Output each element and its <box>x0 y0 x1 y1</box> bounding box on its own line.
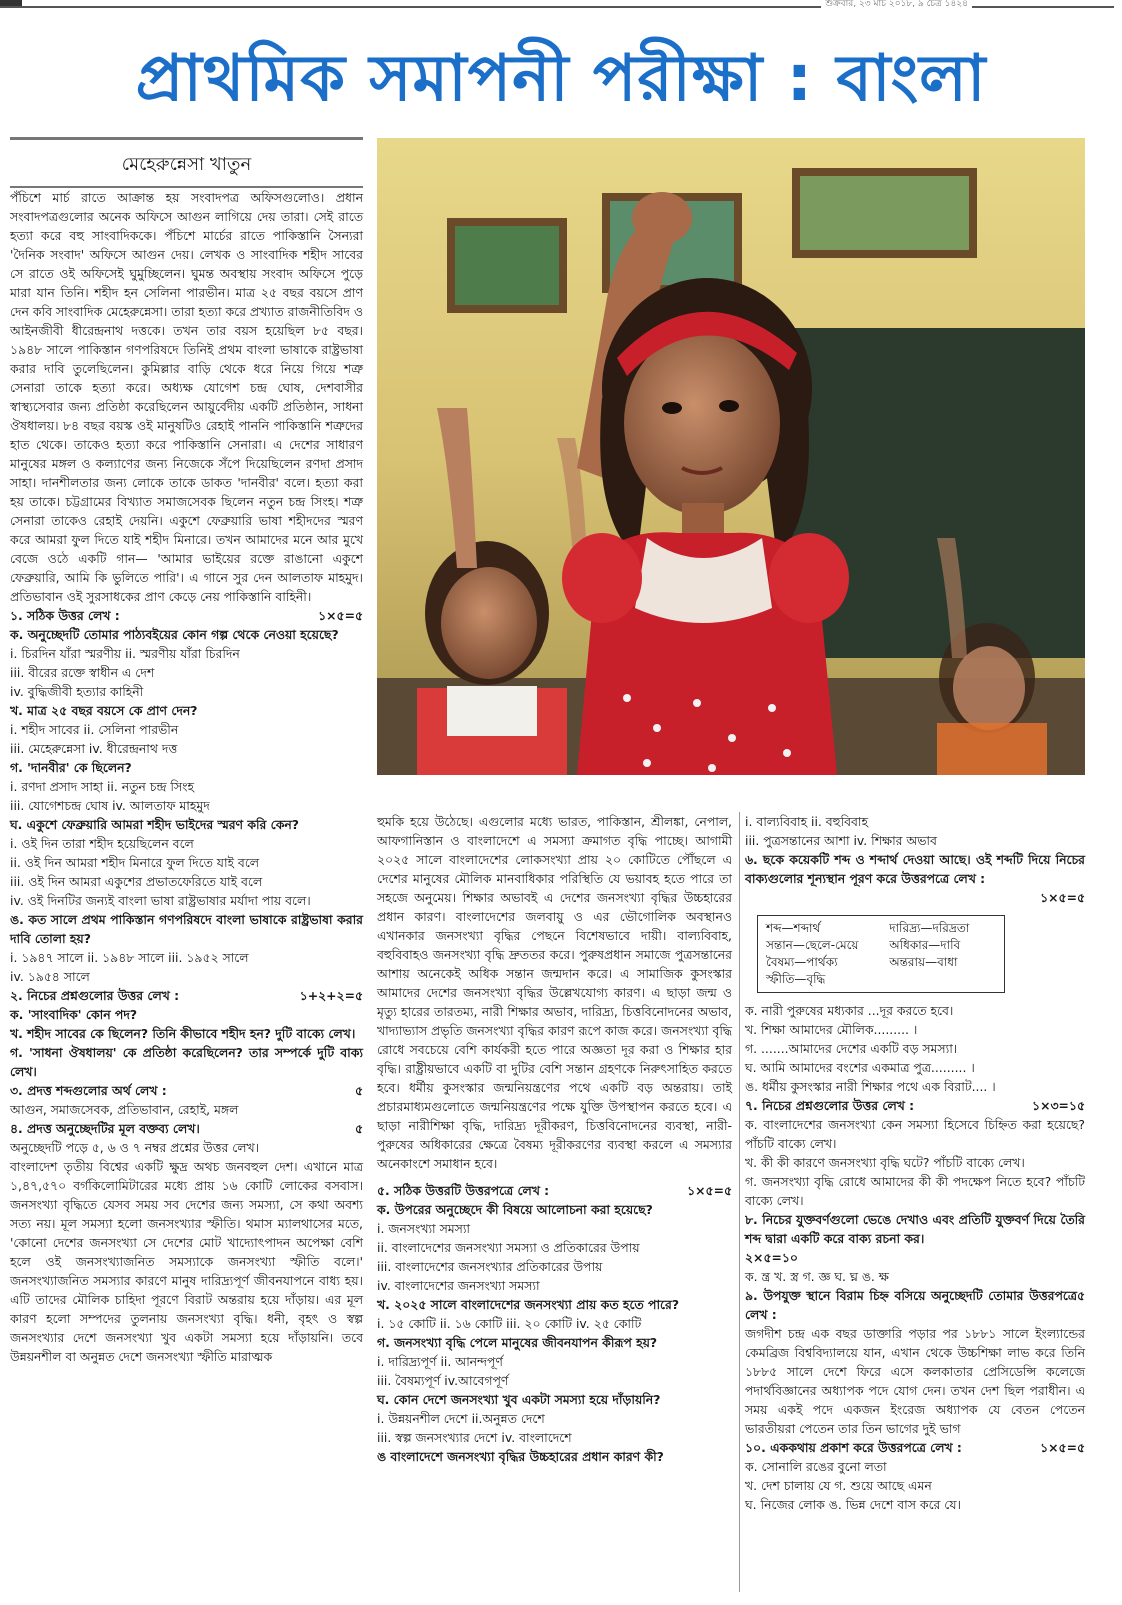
word-pair: দারিদ্র্য—দরিদ্রতা <box>889 921 970 935</box>
q1d-opt-2: ii. ওই দিন আমরা শহীদ মিনারে ফুল দিতে যাই বলে <box>10 855 260 870</box>
q2-heading <box>10 986 363 1005</box>
q5b-opt-1: i. ১৫ কোটি ii. ১৬ কোটি iii. ২০ কোটি iv. ২৫ কোটি <box>377 1316 642 1331</box>
q5-marks: ১×৫=৫ <box>687 1183 732 1198</box>
q5a-opt-1: i. জনসংখ্যা সমস্যা <box>377 1221 471 1236</box>
q8-marks: ২×৫=১০ <box>745 1250 798 1265</box>
passage-2-continued: হুমকি হয়ে উঠেছে। এগুলোর মধ্যে ভারত, পাকিস্তান, শ্রীলঙ্কা, নেপাল, আফগানিস্তান ও বাংলাদেশে এ সমস্যা ক্রমাগত বৃদ্ধি পাচ্ছে। আগামী ২০২৫ সালে বাংলাদেশের লোকসংখ্যা প্রায় ২০ কোটিতে পৌঁছলে এ দেশের মানুষের মৌলিক মানবাধিকার পরিস্থিতি যে ভয়াবহ হতে পারে তা সহজে অনুমেয়। শিক্ষার অভাবই এ দেশের জনসংখ্যা বৃদ্ধির উচ্চহারের প্রধান কারণ। বাংলাদেশের জলবায়ু ও এর ভৌগোলিক অবস্থানও এখানকার জনসংখ্যা বৃদ্ধির পেছনে বিশেষভাবে দায়ী। বাল্যবিবাহ, বহুবিবাহও জনসংখ্যা বৃদ্ধি দ্রুততর করে। পুরুষপ্রধান সমাজে পুত্রসন্তানের আশায় অনেকেই অধিক সন্তান জন্মদান করে। এ সামাজিক কুসংস্কার আমাদের দেশের জনসংখ্যা বৃদ্ধির উল্লেখযোগ্য কারণ। এ ছাড়া জন্ম ও মৃত্যু হারের তারতম্য, নারী শিক্ষার অভাব, দারিদ্র্য, চিত্তবিনোদনের অভাব, খাদ্যাভ্যাস প্রভৃতি জনসংখ্যা বৃদ্ধির কারণ রূপে কাজ করে। জনসংখ্যা বৃদ্ধি রোধে সবচেয়ে বেশি কার্যকরী হতে পারে অজ্ঞতা দূর করা ও শিক্ষার হার বৃদ্ধি। রাষ্ট্রীয়ভাবে একটি বা দুটির বেশি সন্তান গ্রহণকে নিরুৎসাহিত করতে হবে। ধর্মীয় কুসংস্কার জন্মনিয়ন্ত্রণের পথে একটি বড় অন্তরায়। তাই প্রচারমাধ্যমগুলোতে জন্মনিয়ন্ত্রণের পক্ষে যুক্তি উপস্থাপন করতে হবে। এ ছাড়া নারীশিক্ষা বৃদ্ধি, দারিদ্র্য দূরীকরণ, চিত্তবিনোদনের ব্যবস্থা, নারী-পুরুষের অধিকারের ক্ষেত্রে বৈষম্য দূরীকরণের ব্যবস্থা করলে এ সমস্যার অনেকাংশে সমাধান হবে। <box>377 814 732 1171</box>
q5a: ক. উপরের অনুচ্ছেদে কী বিষয়ে আলোচনা করা হয়েছে? <box>377 1202 653 1217</box>
word-pair: বৈষম্য—পার্থক্য <box>766 955 838 969</box>
q5d: ঘ. কোন দেশে জনসংখ্যা খুব একটা সমস্যা হয়ে দাঁড়ায়নি? <box>377 1392 661 1407</box>
word-pair <box>889 971 996 988</box>
q2c: গ. 'সাধনা ঔষধালয়' কে প্রতিষ্ঠা করেছিলেন? তার সম্পর্কে দুটি বাক্য লেখ। <box>10 1045 363 1079</box>
column-3 <box>745 812 1085 1514</box>
q3-heading <box>10 1081 363 1100</box>
q10-heading <box>745 1438 1085 1457</box>
q7-title: ৭. নিচের প্রশ্নগুলোর উত্তর লেখ : <box>745 1098 915 1113</box>
q4-heading <box>10 1119 363 1138</box>
q2-title: ২. নিচের প্রশ্নগুলোর উত্তর লেখ : <box>10 988 180 1003</box>
q1e: ঙ. কত সালে প্রথম পাকিস্তান গণপরিষদে বাংলা ভাষাকে রাষ্ট্রভাষা করার দাবি তোলা হয়? <box>10 912 363 946</box>
masthead-rule <box>0 0 1122 14</box>
q7-heading <box>745 1096 1085 1115</box>
q5b: খ. ২০২৫ সালে বাংলাদেশের জনসংখ্যা প্রায় কত হতে পারে? <box>377 1297 680 1312</box>
q3-title: ৩. প্রদত্ত শব্দগুলোর অর্থ লেখ : <box>10 1083 167 1098</box>
word-pair: সন্তান—ছেলে-মেয়ে <box>766 938 859 952</box>
q6-marks: ১×৫=৫ <box>1040 890 1085 905</box>
q1a-opt-1: i. চিরদিন যাঁরা স্মরণীয় ii. স্মরণীয় যাঁরা চিরদিন <box>10 646 240 661</box>
q6a: ক. নারী পুরুষের মধ্যকার ...দূর করতে হবে। <box>745 1003 954 1018</box>
q3-words: আগুন, সমাজসেবক, প্রতিভাবান, রেহাই, মঙ্গল <box>10 1102 239 1117</box>
q2-marks: ১+২+২=৫ <box>299 988 363 1003</box>
q1d-opt-1: i. ওই দিন তারা শহীদ হয়েছিলেন বলে <box>10 836 194 851</box>
q5a-opt-3: iii. বাংলাদেশের জনসংখ্যার প্রতিকারের উপায় <box>377 1259 603 1274</box>
q1c-opt-2: iii. যোগেশচন্দ্র ঘোষ iv. আলতাফ মাহমুদ <box>10 798 210 813</box>
q7-marks: ১×৩=১৫ <box>1032 1098 1085 1113</box>
page-headline: প্রাথমিক সমাপনী পরীক্ষা : বাংলা <box>135 42 987 116</box>
q1e-opt-2: iv. ১৯৫৪ সালে <box>10 969 90 984</box>
q1-marks: ১×৫=৫ <box>318 608 363 623</box>
word-meaning-table <box>766 920 996 988</box>
passage-1: পঁচিশে মার্চ রাতে আক্রান্ত হয় সংবাদপত্র অফিসগুলোও। প্রধান সংবাদপত্রগুলোর অনেক অফিসে আগুন লাগিয়ে দেয় তারা। সেই রাতে হত্যা করে বহু সাংবাদিককে। পঁচিশে মার্চের রাতে পাকিস্তানি সৈন্যরা 'দৈনিক সংবাদ' অফিসে আগুন দেয়। লেখক ও সাংবাদিক শহীদ সাবের সে রাতে ওই অফিসেই ঘুমুচ্ছিলেন। ঘুমন্ত অবস্থায় সংবাদ অফিসে পুড়ে মারা যান তিনি। শহীদ হন সেলিনা পারভীন। মাত্র ২৫ বছর বয়সে প্রাণ দেন কবি সাংবাদিক মেহেরুন্নেসা। তারা হত্যা করে প্রখ্যাত রাজনীতিবিদ ও আইনজীবী ধীরেন্দ্রনাথ দত্তকে। তখন তার বয়স হয়েছিল ৮৫ বছর। ১৯৪৮ সালে পাকিস্তান গণপরিষদে তিনিই প্রথম বাংলা ভাষাকে রাষ্ট্রভাষা করার দাবি তুলেছিলেন। কুমিল্লার বাড়ি থেকে ধরে নিয়ে গিয়ে শত্রু সেনারা তাকে হত্যা করে। অধ্যক্ষ যোগেশ চন্দ্র ঘোষ, দেশবাসীর স্বাস্থ্যসেবার জন্য প্রতিষ্ঠা করেছিলেন আয়ুর্বেদীয় একটি প্রতিষ্ঠান, সাধনা ঔষধালয়। ৮৪ বছর বয়স্ক ওই মানুষটিও রেহাই পাননি পাকিস্তানি শত্রুদের হাত থেকে। তাকেও হত্যা করে পাকিস্তানি সেনারা। এ দেশের সাধারণ মানুষের মঙ্গল ও কল্যাণের জন্য নিজেকে সঁপে দিয়েছিলেন রণদা প্রসাদ সাহা। দানশীলতার জন্য লোকে তাকে ডাকত 'দানবীর' বলে। হত্যা করা হয় তাকে। চট্টগ্রামের বিখ্যাত সমাজসেবক ছিলেন নতুন চন্দ্র সিংহ। শত্রু সেনারা তাকেও রেহাই দেয়নি। একুশে ফেব্রুয়ারি ভাষা শহীদদের স্মরণ করে আমরা ফুল দিতে যাই শহীদ মিনারে। তখন আমাদের মনে আর মুখে বেজে ওঠে একটি গান— 'আমার ভাইয়ের রক্তে রাঙানো একুশে ফেব্রুয়ারি, আমি কি ভুলিতে পারি'। এ গানে সুর দেন আলতাফ মাহমুদ। প্রতিভাবান ওই সুরসাধকের প্রাণ কেড়ে নেয় পাকিস্তানি বাহিনী। <box>10 190 363 604</box>
q1a-opt-2: iii. বীরের রক্তে স্বাধীন এ দেশ <box>10 665 155 680</box>
q7a: ক. বাংলাদেশের জনসংখ্যা কেন সমস্যা হিসেবে চিহ্নিত করা হয়েছে? পাঁচটি বাক্যে লেখ। <box>745 1117 1085 1151</box>
q10-marks: ১×৫=৫ <box>1040 1440 1085 1455</box>
q1c-opt-1: i. রণদা প্রসাদ সাহা ii. নতুন চন্দ্র সিংহ <box>10 779 194 794</box>
q5c-opt-2: iii. বৈষম্যপূর্ণ iv.আবেগপূর্ণ <box>377 1373 509 1388</box>
word-pair: স্ফীতি—বৃদ্ধি <box>766 972 826 986</box>
q10b: খ. দেশ চালায় যে গ. শুয়ে আছে এমন <box>745 1478 932 1493</box>
q6b: খ. শিক্ষা আমাদের মৌলিক......... । <box>745 1022 918 1037</box>
q1a-opt-3: iv. বুদ্ধিজীবী হত্যার কাহিনী <box>10 684 144 699</box>
byline: মেহেরুন্নেসা খাতুন <box>121 154 252 175</box>
q7c: গ. জনসংখ্যা বৃদ্ধি রোধে আমাদের কী কী পদক্ষেপ নিতে হবে? পাঁচটি বাক্যে লেখ। <box>745 1174 1085 1208</box>
date-line: শুক্রবার, ২৩ মার্চ ২০১৮, ৯ চৈত্র ১৪২৪ <box>821 0 972 11</box>
q5-title: ৫. সঠিক উত্তরটি উত্তরপত্রে লেখ : <box>377 1183 550 1198</box>
column-1 <box>10 188 363 1366</box>
q3-marks: ৫ <box>354 1083 363 1098</box>
q1d-opt-4: iv. ওই দিনটির জন্যই বাংলা ভাষা রাষ্ট্রভাষার মর্যাদা পায় বলে। <box>10 893 311 908</box>
q9-text: জগদীশ চন্দ্র এক বছর ডাক্তারি পড়ার পর ১৮৮১ সালে ইংল্যান্ডের কেমব্রিজ বিশ্ববিদ্যালয়ে যান, এখান থেকে উচ্চশিক্ষা লাভ করে তিনি ১৮৮৫ সালে দেশে ফিরে এসে কলকাতার প্রেসিডেন্সি কলেজে পদার্থবিজ্ঞানের অধ্যাপক পদে যোগ দেন। তখন দেশ ছিল পরাধীন। এ সময় একই পদে একজন ইংরেজ অধ্যাপক যে বেতন পেতেন ভারতীয়রা পেতেন তার তিন ভাগের দুই ভাগ <box>745 1326 1085 1436</box>
q4-instruction: অনুচ্ছেদটি পড়ে ৫, ৬ ও ৭ নম্বর প্রশ্নের উত্তর লেখ। <box>10 1140 260 1155</box>
classroom-photo <box>377 138 1085 775</box>
q8-title: ৮. নিচের যুক্তবর্ণগুলো ভেঙে দেখাও এবং প্রতিটি যুক্তবর্ণ দিয়ে তৈরি শব্দ দ্বারা একটি করে বাক্য রচনা কর। <box>745 1212 1085 1246</box>
q1b: খ. মাত্র ২৫ বছর বয়সে কে প্রাণ দেন? <box>10 703 198 718</box>
q9-title: ৯. উপযুক্ত স্থানে বিরাম চিহ্ন বসিয়ে অনুচ্ছেদটি তোমার উত্তরপত্রে লেখ : <box>745 1288 1077 1322</box>
q6c: গ. .......আমাদের দেশের একটি বড় সমস্যা। <box>745 1041 958 1056</box>
q6-title: ৬. ছকে কয়েকটি শব্দ ও শব্দার্থ দেওয়া আছে। ওই শব্দটি দিয়ে নিচের বাক্যগুলোর শূন্যস্থান পূরণ করে উত্তরপত্রে লেখ : <box>745 852 1085 886</box>
q1a: ক. অনুচ্ছেদটি তোমার পাঠ্যবইয়ের কোন গল্প থেকে নেওয়া হয়েছে? <box>10 627 339 642</box>
classroom-photo-illustration <box>377 138 1085 775</box>
q5d-opt-1: i. উন্নয়নশীল দেশে ii.অনুন্নত দেশে <box>377 1411 545 1426</box>
q5c: গ. জনসংখ্যা বৃদ্ধি পেলে মানুষের জীবনযাপন কীরূপ হয়? <box>377 1335 658 1350</box>
q6e: ঙ. ধর্মীয় কুসংস্কার নারী শিক্ষার পথে এক বিরাট.... । <box>745 1079 996 1094</box>
passage-2: বাংলাদেশ তৃতীয় বিশ্বের একটি ক্ষুদ্র অথচ জনবহুল দেশ। এখানে মাত্র ১,৪৭,৫৭০ বর্গকিলোমিটারের মধ্যে প্রায় ১৬ কোটি লোকের বসবাস। জনসংখ্যা বৃদ্ধিতে যেসব সময় সব দেশের জন্য সমস্যা, সে কথা অবশ্য সত্য নয়। মূল সমস্যা হলো জনসংখ্যার স্ফীতি। থমাস ম্যালথাসের মতে, 'কোনো দেশের জনসংখ্যা সে দেশের মোট খাদ্যোৎপাদন অপেক্ষা বেশি হলে ওই জনসংখ্যাজনিত সমস্যাকে জনসংখ্যা স্ফীতি বলে।' জনসংখ্যাজনিত সমস্যার কারণে মানুষ দারিদ্র্যপূর্ণ জীবনযাপনে বাধ্য হয়। এটি তাদের মৌলিক চাহিদা পূরণে বিরাট অন্তরায় হয়ে দাঁড়ায়। এর মূল কারণ হলো সম্পদের তুলনায় জনসংখ্যা বৃদ্ধি। ধনী, বৃহৎ ও স্বল্প জনসংখ্যার দেশে জনসংখ্যা খুব একটা সমস্যা হয়ে দাঁড়ায়নি। তবে উন্নয়নশীল বা অনুন্নত দেশে জনসংখ্যা স্ফীতি মারাত্মক <box>10 1159 363 1364</box>
column-2 <box>377 812 732 1466</box>
q7b: খ. কী কী কারণে জনসংখ্যা বৃদ্ধি ঘটে? পাঁচটি বাক্যে লেখ। <box>745 1155 1025 1170</box>
word-pair: অধিকার—দাবি <box>889 938 961 952</box>
q1e-opt-1: i. ১৯৪৭ সালে ii. ১৯৪৮ সালে iii. ১৯৫২ সালে <box>10 950 249 965</box>
q5c-opt-1: i. দারিদ্র্যপূর্ণ ii. আনন্দপূর্ণ <box>377 1354 503 1369</box>
q1b-opt-1: i. শহীদ সাবের ii. সেলিনা পারভীন <box>10 722 179 737</box>
q9-heading <box>745 1286 1085 1324</box>
word-meaning-box <box>757 915 1005 993</box>
q6d: ঘ. আমি আমাদের বংশের একমাত্র পুত্র......... । <box>745 1060 975 1075</box>
q5-heading <box>377 1181 732 1200</box>
q4-title: ৪. প্রদত্ত অনুচ্ছেদটির মূল বক্তব্য লেখ। <box>10 1121 200 1136</box>
q1-title: ১. সঠিক উত্তর লেখ : <box>10 608 120 623</box>
q2b: খ. শহীদ সাবের কে ছিলেন? তিনি কীভাবে শহীদ হন? দুটি বাক্যে লেখ। <box>10 1026 356 1041</box>
q5a-opt-4: iv. বাংলাদেশের জনসংখ্যা সমস্যা <box>377 1278 540 1293</box>
word-pair: অন্তরায়—বাধা <box>889 955 958 969</box>
q10c: ঘ. নিজের লোক ঙ. ভিন্ন দেশে বাস করে যে। <box>745 1497 961 1512</box>
q1c: গ. 'দানবীর' কে ছিলেন? <box>10 760 132 775</box>
q1d: ঘ. একুশে ফেব্রুয়ারি আমরা শহীদ ভাইদের স্মরণ করি কেন? <box>10 817 299 832</box>
q8-items: ক. ন্ত্র খ. স্ত্র গ. জ্ঞ ঘ. ঘ্ন ঙ. ক্ষ <box>745 1269 889 1284</box>
word-pair: শব্দ—শব্দার্থ <box>766 921 821 935</box>
q4-marks: ৫ <box>354 1121 363 1136</box>
q5e: ঙ বাংলাদেশে জনসংখ্যা বৃদ্ধির উচ্চহারের প্রধান কারণ কী? <box>377 1449 664 1464</box>
q10a: ক. সোনালি রঙের বুনো লতা <box>745 1459 887 1474</box>
q9-marks: ৫ <box>1076 1288 1085 1303</box>
q5e-opt-2: iii. পুত্রসন্তানের আশা iv. শিক্ষার অভাব <box>745 833 937 848</box>
q1-heading <box>10 606 363 625</box>
q10-title: ১০. এককথায় প্রকাশ করে উত্তরপত্রে লেখ : <box>745 1440 962 1455</box>
column-divider-2 <box>739 812 740 1592</box>
q1b-opt-2: iii. মেহেরুন্নেসা iv. ধীরেন্দ্রনাথ দত্ত <box>10 741 178 756</box>
q5e-opt-1: i. বাল্যবিবাহ ii. বহুবিবাহ <box>745 814 869 829</box>
q1d-opt-3: iii. ওই দিন আমরা একুশের প্রভাতফেরিতে যাই বলে <box>10 874 263 889</box>
q5a-opt-2: ii. বাংলাদেশের জনসংখ্যা সমস্যা ও প্রতিকারের উপায় <box>377 1240 640 1255</box>
q2a: ক. 'সাংবাদিক' কোন পদ? <box>10 1007 138 1022</box>
q5d-opt-2: iii. স্বল্প জনসংখ্যার দেশে iv. বাংলাদেশে <box>377 1430 572 1445</box>
